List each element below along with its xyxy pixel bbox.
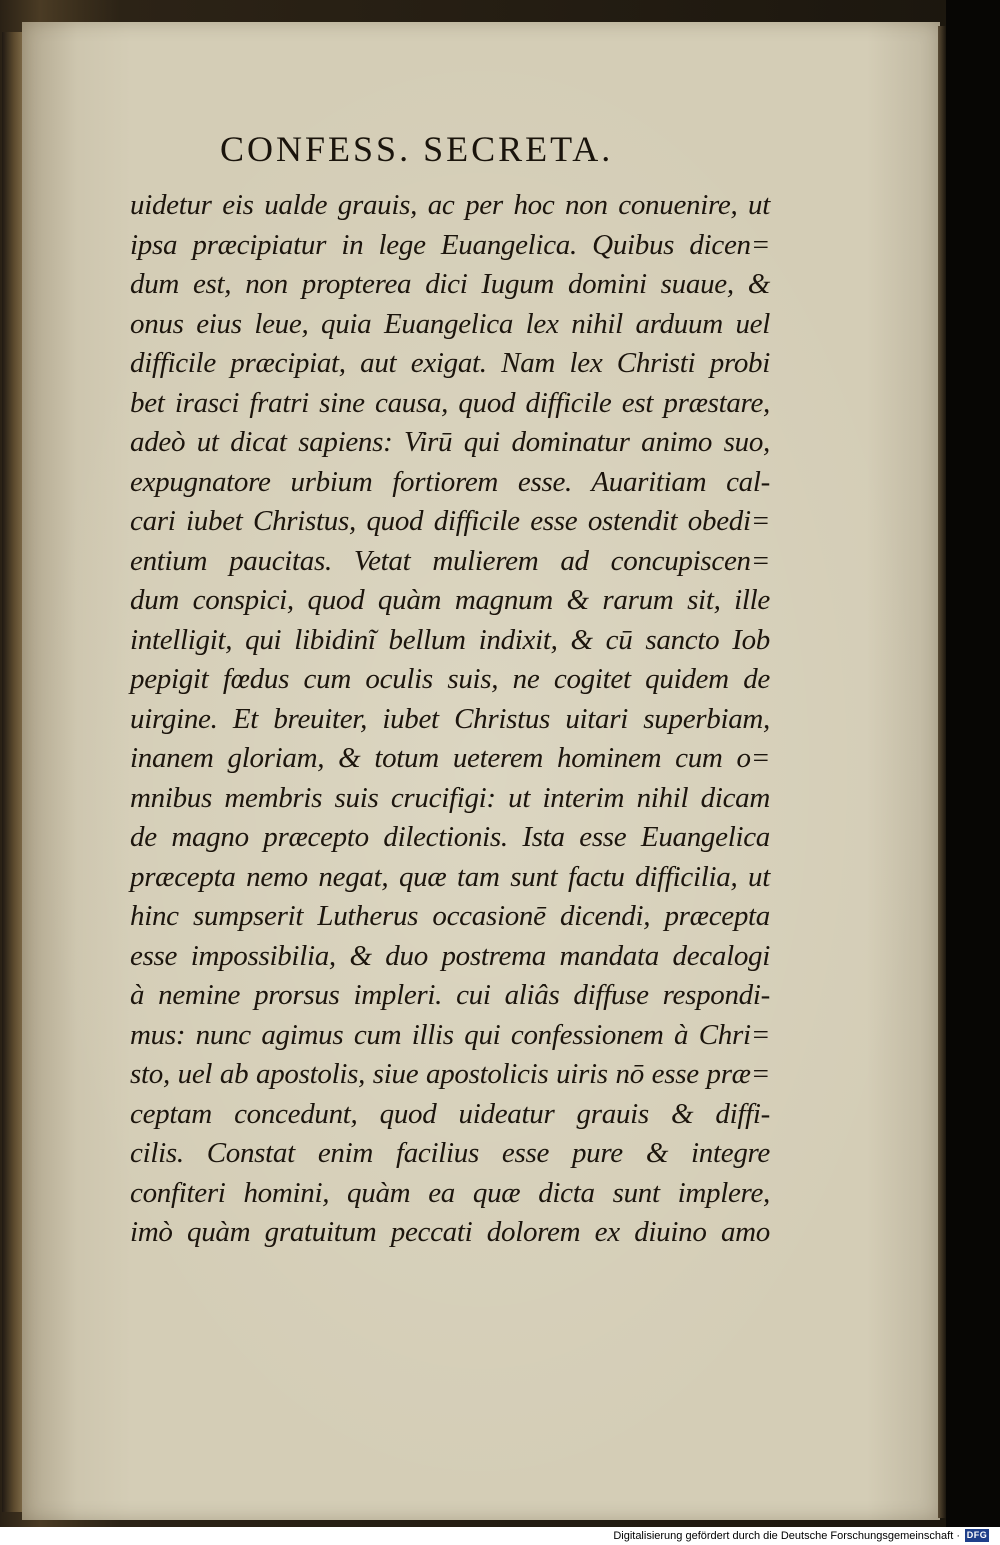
text-line: dum est, non propterea dici Iugum domini suaue, & (130, 268, 770, 300)
book-spine-edge (2, 32, 22, 1512)
text-line: cari iubet Christus, quod difficile esse ostendit obedi= (130, 505, 770, 537)
text-line: mus: nunc agimus cum illis qui confessionem à Chri= (130, 1018, 770, 1051)
text-line: sto, uel ab apostolis, siue apostolicis uiris nō esse præ= (130, 1058, 770, 1090)
text-line: pepigit fœdus cum oculis suis, ne cogitet quidem de (130, 663, 770, 695)
text-line: ceptam concedunt, quod uideatur grauis & diffi- (130, 1097, 770, 1130)
text-line: difficile præcipiat, aut exigat. Nam lex Christi probi (130, 347, 770, 379)
text-line: esse impossibilia, & duo postrema mandata decalogi (130, 939, 770, 972)
text-line: imò quàm gratuitum peccati dolorem ex diuino amo (130, 1216, 770, 1248)
text-line: adeò ut dicat sapiens: Virū qui dominatur animo suo, (130, 426, 770, 458)
text-line: expugnatore urbium fortiorem esse. Auaritiam cal- (130, 465, 770, 498)
text-line: mnibus membris suis crucifigi: ut interim nihil dicam (130, 781, 770, 814)
text-line: uirgine. Et breuiter, iubet Christus uitari superbiam, (130, 702, 770, 735)
text-line: hinc sumpserit Lutherus occasionē dicendi, præcepta (130, 900, 770, 932)
text-line: entium paucitas. Vetat mulierem ad concupiscen= (130, 544, 770, 577)
page-edge-shadow (938, 26, 946, 1518)
text-line: uidetur eis ualde grauis, ac per hoc non conuenire, ut (130, 189, 770, 221)
text-line: præcepta nemo negat, quæ tam sunt factu difficilia, ut (130, 860, 770, 893)
text-line: de magno præcepto dilectionis. Ista esse Euangelica (130, 821, 770, 853)
dfg-logo: DFG (966, 1530, 988, 1540)
funding-credit: Digitalisierung gefördert durch die Deutsche Forschungsgemeinschaft · (613, 1530, 960, 1542)
text-line: cilis. Constat enim facilius esse pure & integre (130, 1137, 770, 1169)
text-line: inanem gloriam, & totum ueterem hominem cum o= (130, 742, 770, 774)
text-line: dum conspici, quod quàm magnum & rarum sit, ille (130, 584, 770, 616)
text-line: ipsa præcipiatur in lege Euangelica. Quibus dicen= (130, 228, 770, 261)
text-line: bet irasci fratri sine causa, quod difficile est præstare, (130, 386, 770, 419)
text-line: onus eius leue, quia Euangelica lex nihil arduum uel (130, 307, 770, 340)
text-line: intelligit, qui libidinĩ bellum indixit, & cū sancto Iob (130, 623, 770, 656)
running-head: CONFESS. SECRETA. (220, 129, 614, 169)
text-line: confiteri homini, quàm ea quæ dicta sunt implere, (130, 1176, 770, 1209)
text-line: à nemine prorsus impleri. cui aliâs diffuse respondi- (130, 979, 770, 1011)
body-text (130, 186, 770, 1253)
scan-border (946, 0, 1000, 1545)
